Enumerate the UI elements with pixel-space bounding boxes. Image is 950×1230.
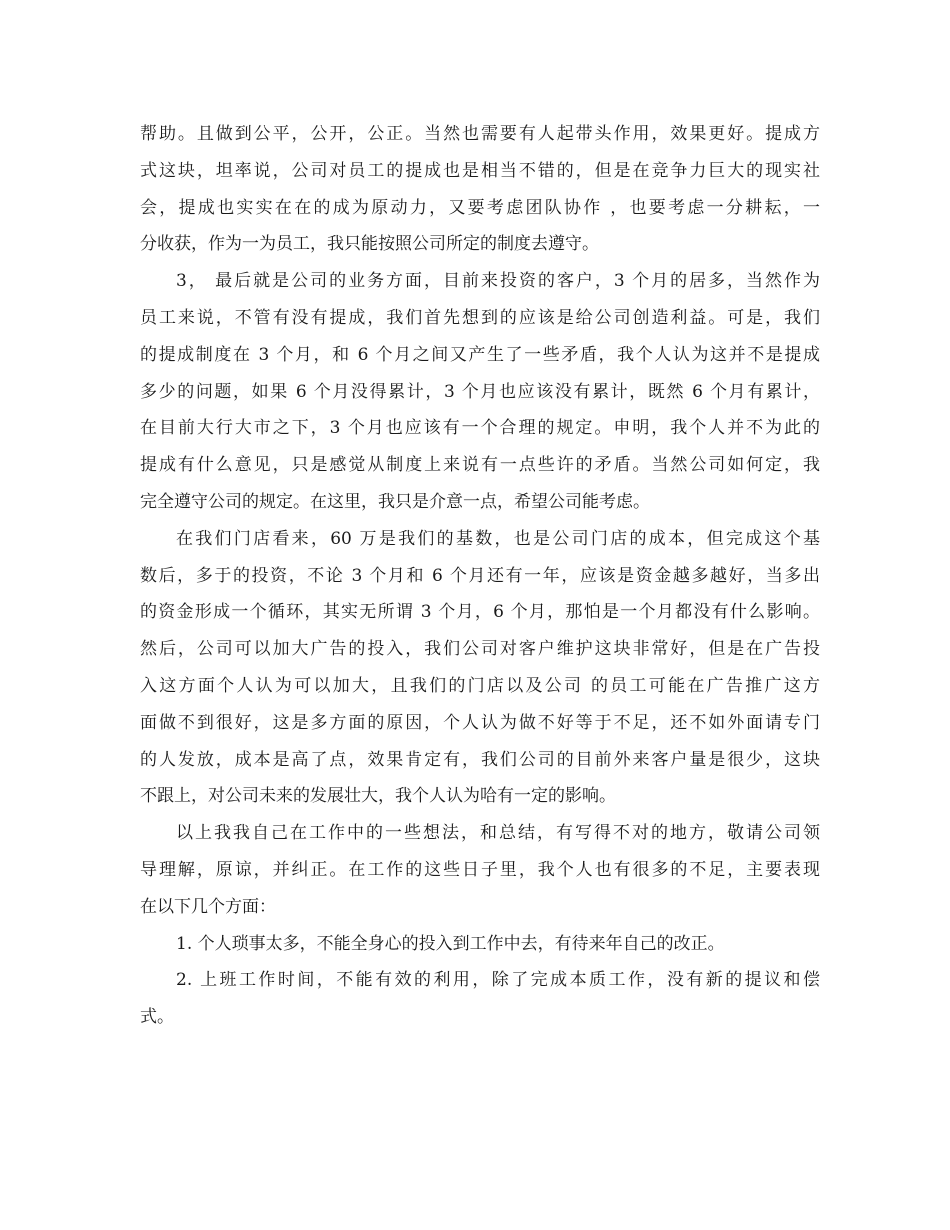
text-line: 多少的问题，如果 6 个月没得累计，3 个月也应该没有累计，既然 6 个月有累计， <box>140 381 820 402</box>
text-line: 完全遵守公司的规定。在这里，我只是介意一点，希望公司能考虑。 <box>140 491 650 512</box>
text-line: 的提成制度在 3 个月，和 6 个月之间又产生了一些矛盾，我个人认为这并不是提成 <box>140 344 820 365</box>
text-line: 分收获，作为一为员工，我只能按照公司所定的制度去遵守。 <box>140 234 599 255</box>
text-line: 的人发放，成本是高了点，效果肯定有，我们公司的目前外来客户量是很少，这块 <box>140 749 820 770</box>
text-line: 入这方面个人认为可以加大，且我们的门店以及公司 的员工可能在广告推广这方 <box>140 675 820 696</box>
text-line: 员工来说，不管有没有提成，我们首先想到的应该是给公司创造利益。可是，我们 <box>140 307 820 328</box>
body-text <box>140 116 820 1036</box>
text-line: 1. 个人琐事太多，不能全身心的投入到工作中去，有待来年自己的改正。 <box>176 933 725 954</box>
text-line: 导理解，原谅，并纠正。在工作的这些日子里，我个人也有很多的不足，主要表现 <box>140 859 820 880</box>
text-line: 的资金形成一个循环，其实无所谓 3 个月，6 个月，那怕是一个月都没有什么影响。 <box>140 602 820 623</box>
text-line: 会，提成也实实在在的成为原动力，又要考虑团队协作 ，也要考虑一分耕耘，一 <box>140 197 820 218</box>
text-line: 数后，多于的投资，不论 3 个月和 6 个月还有一年，应该是资金越多越好，当多出 <box>140 565 820 586</box>
text-line: 在以下几个方面： <box>140 896 276 917</box>
text-line: 帮助。且做到公平，公开，公正。当然也需要有人起带头作用，效果更好。提成方 <box>140 124 820 144</box>
text-line: 2. 上班工作时间，不能有效的利用，除了完成本质工作，没有新的提议和偿 <box>176 970 820 991</box>
text-line: 在我们门店看来，60 万是我们的基数，也是公司门店的成本，但完成这个基 <box>176 528 820 549</box>
text-line: 式。 <box>140 1007 174 1028</box>
text-line: 提成有什么意见，只是感觉从制度上来说有一点些许的矛盾。当然公司如何定，我 <box>140 455 820 476</box>
text-line: 在目前大行大市之下，3 个月也应该有一个合理的规定。申明，我个人并不为此的 <box>140 418 820 439</box>
text-line: 面做不到很好，这是多方面的原因，个人认为做不好等于不足，还不如外面请专门 <box>140 712 820 733</box>
text-line: 式这块，坦率说，公司对员工的提成也是相当不错的，但是在竞争力巨大的现实社 <box>140 160 820 181</box>
text-line: 然后，公司可以加大广告的投入，我们公司对客户维护这块非常好，但是在广告投 <box>140 639 820 660</box>
text-line: 不跟上，对公司未来的发展壮大，我个人认为哈有一定的影响。 <box>140 786 616 807</box>
text-line: 3， 最后就是公司的业务方面，目前来投资的客户，3 个月的居多，当然作为 <box>176 271 820 292</box>
text-line: 以上我我自己在工作中的一些想法，和总结，有写得不对的地方，敬请公司领 <box>176 823 820 844</box>
